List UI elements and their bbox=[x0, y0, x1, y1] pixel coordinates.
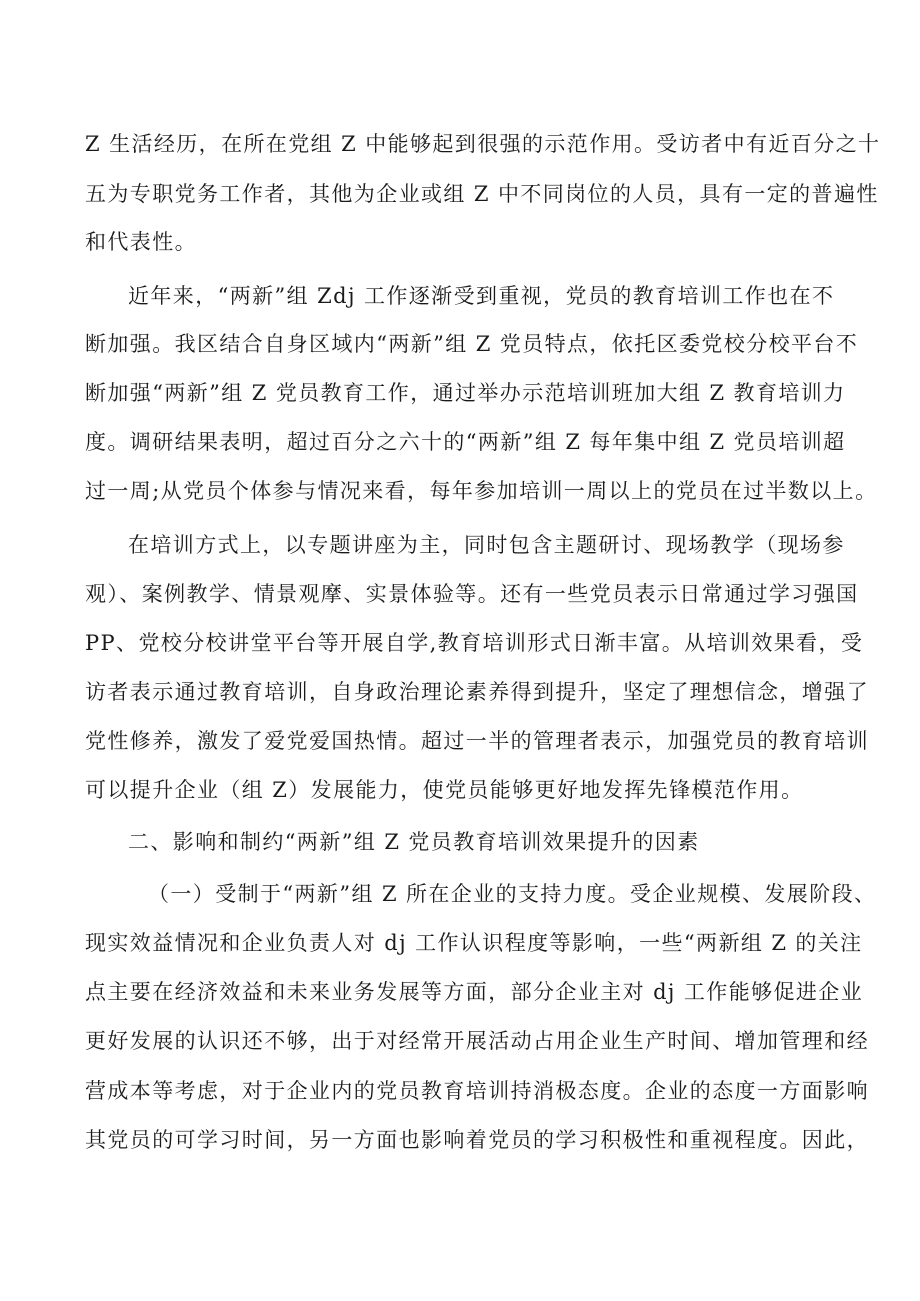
text-line: 点主要在经济效益和未来业务发展等方面，部分企业主对 dj 工作能够促进企业 bbox=[85, 980, 864, 1004]
text-line: 党性修养，激发了爱党爱国热情。超过一半的管理者表示，加强党员的教育培训 bbox=[85, 729, 869, 753]
text-line: 和代表性。 bbox=[85, 230, 197, 254]
text-line: 其党员的可学习时间，另一方面也影响着党员的学习积极性和重视程度。因此， bbox=[85, 1128, 869, 1152]
text-line: 断加强。我区结合自身区域内“两新”组 Z 党员特点，依托区委党校分校平台不 bbox=[85, 332, 859, 356]
text-line: Z 生活经历，在所在党组 Z 中能够起到很强的示范作用。受访者中有近百分之十 bbox=[85, 132, 881, 156]
text-line: 过一周;从党员个体参与情况来看，每年参加培训一周以上的党员在过半数以上。 bbox=[85, 479, 878, 503]
subsection-first-line: （一）受制于“两新”组 Z 所在企业的支持力度。受企业规模、发展阶段、 bbox=[148, 882, 877, 906]
text-line: 访者表示通过教育培训，自身政治理论素养得到提升，坚定了理想信念，增强了 bbox=[85, 680, 869, 704]
text-line: PP、党校分校讲堂平台等开展自学,教育培训形式日渐丰富。从培训效果看，受 bbox=[85, 631, 864, 655]
text-line: 断加强“两新”组 Z 党员教育工作，通过举办示范培训班加大组 Z 教育培训力 bbox=[85, 381, 846, 405]
paragraph-first-line: 在培训方式上，以专题讲座为主，同时包含主题研讨、现场教学（现场参 bbox=[128, 533, 845, 557]
text-line: 五为专职党务工作者，其他为企业或组 Z 中不同岗位的人员，具有一定的普遍性 bbox=[85, 182, 879, 206]
text-line: 营成本等考虑，对于企业内的党员教育培训持消极态度。企业的态度一方面影响 bbox=[85, 1079, 869, 1103]
text-line: 度。调研结果表明，超过百分之六十的“两新”组 Z 每年集中组 Z 党员培训超 bbox=[85, 430, 846, 454]
text-line: 可以提升企业（组 Z）发展能力，使党员能够更好地发挥先锋模范作用。 bbox=[85, 778, 804, 802]
text-line: 更好发展的认识还不够，出于对经常开展活动占用企业生产时间、增加管理和经 bbox=[85, 1029, 869, 1053]
text-line: 观）、案例教学、情景观摩、实景体验等。还有一些党员表示日常通过学习强国 bbox=[85, 582, 859, 606]
section-heading: 二、影响和制约“两新”组 Z 党员教育培训效果提升的因素 bbox=[128, 830, 700, 854]
text-line: 现实效益情况和企业负责人对 dj 工作认识程度等影响，一些“两新组 Z 的关注 bbox=[85, 931, 863, 955]
paragraph-first-line: 近年来，“两新”组 Zdj 工作逐渐受到重视，党员的教育培训工作也在不 bbox=[128, 284, 835, 308]
